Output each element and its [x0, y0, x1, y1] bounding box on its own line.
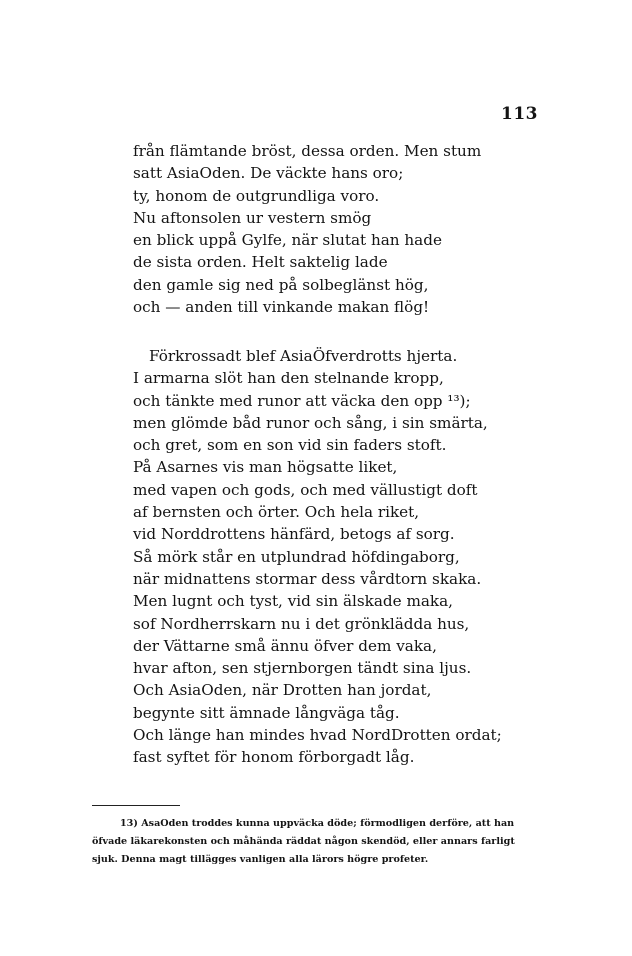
footnote-13: [92, 815, 542, 869]
verse-line: På Asarnes vis man högsatte liket,: [133, 458, 398, 477]
verse-line: de sista orden. Helt saktelig lade: [133, 253, 388, 272]
verse-line: Så mörk står en utplundrad höfdingaborg,: [133, 547, 460, 566]
verse-line: Nu aftonsolen ur vestern smög: [133, 208, 372, 227]
verse-line: ty, honom de outgrundliga voro.: [133, 186, 380, 205]
verse-line: den gamle sig ned på solbeglänst hög,: [133, 275, 429, 294]
verse-line: sof Nordherrskarn nu i det grönklädda hus,: [133, 614, 470, 633]
verse-line: begynte sitt ämnade långväga tåg.: [133, 703, 400, 722]
verse-line: satt AsiaOden. De väckte hans oro;: [133, 164, 404, 183]
footnote-line: sjuk. Denna magt tillägges vanligen alla lärors högre profeter.: [92, 854, 429, 865]
stanza-2: [133, 345, 513, 769]
verse-line: en blick uppå Gylfe, när slutat han hade: [133, 231, 442, 250]
stanza-1: [133, 140, 513, 318]
verse-line: Och länge han mindes hvad NordDrotten ordat;: [133, 726, 502, 745]
verse-line: Förkrossadt blef AsiaÖfverdrotts hjerta.: [149, 347, 458, 365]
verse-line: och — anden till vinkande makan flög!: [133, 298, 430, 317]
verse-line: I armarna slöt han den stelnande kropp,: [133, 369, 444, 388]
verse-line: hvar afton, sen stjernborgen tändt sina ljus.: [133, 659, 472, 678]
footnote-line: 13) AsaOden troddes kunna uppväcka döde; förmodligen derföre, att han: [120, 818, 515, 829]
footnote-line: öfvade läkarekonsten och måhända räddat någon skendöd, eller annars farligt: [92, 836, 515, 847]
verse-line: af bernsten och örter. Och hela riket,: [133, 503, 420, 522]
verse-line: der Vättarne små ännu öfver dem vaka,: [133, 636, 437, 655]
verse-line: från flämtande bröst, dessa orden. Men stum: [133, 142, 482, 160]
footnote-divider: [92, 805, 180, 806]
verse-line: fast syftet för honom förborgadt låg.: [133, 748, 415, 767]
verse-line: Men lugnt och tyst, vid sin älskade maka,: [133, 592, 454, 611]
verse-line: men glömde båd runor och sång, i sin smärta,: [133, 413, 488, 432]
verse-line: Och AsiaOden, när Drotten han jordat,: [133, 681, 432, 700]
verse-line: och tänkte med runor att väcka den opp ¹³);: [133, 391, 471, 410]
verse-line: när midnattens stormar dess vårdtorn skaka.: [133, 569, 482, 588]
page-number: 113: [501, 104, 538, 124]
verse-line: och gret, som en son vid sin faders stoft.: [133, 436, 447, 455]
verse-line: med vapen och gods, och med vällustigt doft: [133, 480, 478, 499]
verse-line: vid Norddrottens hänfärd, betogs af sorg.: [133, 525, 455, 544]
